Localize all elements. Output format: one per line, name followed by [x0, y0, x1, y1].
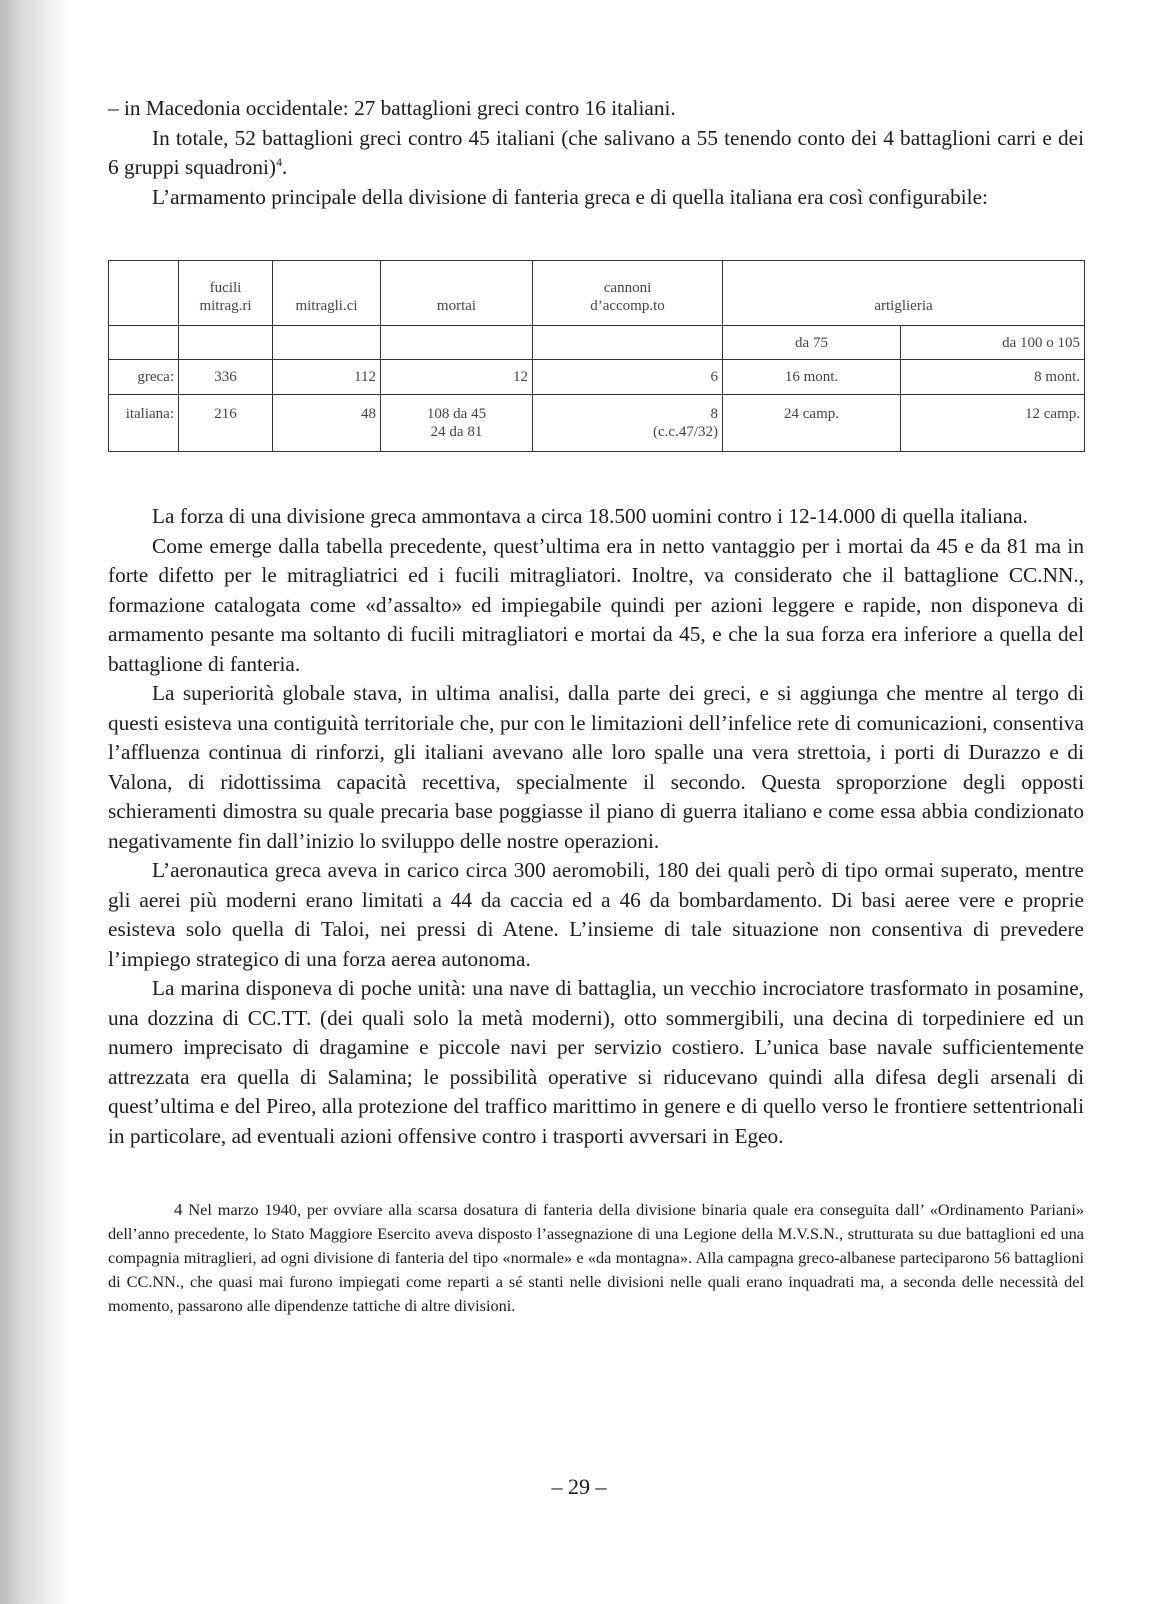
cell-mortai: 12 [381, 360, 533, 395]
footnote-text: Nel marzo 1940, per ovviare alla scarsa dosatura di fanteria della divisione binaria quale era conseguita dall’ «Ordinamento Pariani» dell’anno precedente, lo Stato Maggiore Esercito aveva disposto l’assegnazione di una Legione della M.V.S.N., strutturata su due battaglioni ed una compagnia mitraglieri, ad ogni divisione di fanteria del tipo «normale» e «da montagna». Alla campagna greco-albanese parteciparono 56 battaglioni di CC.NN., che quasi mai furono impiegati come reparti a sé stanti nelle divisioni nelle quali erano inquadrati ma, a seconda delle necessità del momento, passarono alle dipendenze tattiche di altre divisioni. [108, 1200, 1084, 1315]
paragraph-marina: La marina disponeva di poche unità: una nave di battaglia, un vecchio incrociatore trasformato in posamine, una dozzina di CC.TT. (dei quali solo la metà moderni), otto sommergibili, una decina di torpediniere ed un numero imprecisato di dragamine e piccole navi per servizio costiero. L’unica base navale sufficientemente attrezzata era quella di Salamina; le possibilità operative si riducevano quindi alla difesa degli arsenali di quest’ultima e del Pireo, alla protezione del traffico marittimo in genere e di quello verso le frontiere settentrionali in particolare, ad eventuali azioni offensive contro i trasporti avversari in Egeo. [108, 976, 1084, 1148]
paragraph-forza: La forza di una divisione greca ammontava a circa 18.500 uomini contro i 12-14.000 di quella italiana. [152, 504, 1028, 528]
page-content [108, 94, 1084, 1334]
cell-artiglieria-75: 24 camp. [723, 395, 901, 452]
subheader-da75: da 75 [723, 326, 901, 360]
footnote-number: 4 [174, 1200, 183, 1219]
paragraph-tabella: Come emerge dalla tabella precedente, quest’ultima era in netto vantaggio per i mortai da 45 e da 81 ma in forte difetto per le mitragliatrici ed i fucili mitragliatori. Inoltre, va considerato che il battaglione CC.NN., formazione catalogata come «d’assalto» ed impiegabile quindi per azioni leggere e rapide, non disponeva di armamento pesante ma soltanto di fucili mitragliatori e mortai da 45, e che la sua forza era inferiore a quella del battaglione di fanteria. [108, 533, 1084, 676]
header-artiglieria: artiglieria [723, 261, 1085, 326]
header-mortai: mortai [381, 261, 533, 326]
binding-shadow [0, 0, 70, 1604]
cell-artiglieria-100: 8 mont. [901, 360, 1085, 395]
row-label: greca: [109, 360, 179, 395]
cell-fucili: 216 [179, 395, 273, 452]
cell-cannoni: 8 (c.c.47/32) [533, 395, 723, 452]
cell-artiglieria-75: 16 mont. [723, 360, 901, 395]
cell-mortai: 108 da 45 24 da 81 [381, 395, 533, 452]
paragraph-superiorita: La superiorità globale stava, in ultima analisi, dalla parte dei greci, e si aggiunga che mentre al tergo di questi esisteva una contiguità territoriale che, pur con le limitazioni dell’infelice rete di comunicazioni, consentiva l’affluenza continua di rinforzi, gli italiani avevano alle loro spalle una vera strettoia, i porti di Durazzo e di Valona, di ridottissima capacità recettiva, specialmente il secondo. Questa sproporzione degli opposti schieramenti dimostra su quale precaria base poggiasse il piano di guerra italiano e come essa abbia condizionato negativamente fin dall’inizio lo sviluppo delle nostre operazioni. [108, 681, 1084, 853]
table-subheader-row [109, 326, 1085, 360]
paragraph-totale: In totale, 52 battaglioni greci contro 45 italiani (che salivano a 55 tenendo conto dei 4 battaglioni carri e dei 6 gruppi squadroni)$^4$. [108, 125, 1084, 179]
paragraph-armamento: L’armamento principale della divisione di fanteria greca e di quella italiana era così configurabile: [152, 184, 988, 209]
table-row-greca [109, 360, 1085, 395]
header-mitragliatrici: mitragli.ci [273, 261, 381, 326]
table-row-italiana [109, 395, 1085, 452]
cell-fucili: 336 [179, 360, 273, 395]
cell-mitragliatrici: 112 [273, 360, 381, 395]
footnote [108, 1198, 1084, 1318]
header-cannoni: cannoni d’accomp.to [533, 261, 723, 326]
armament-table [108, 260, 1085, 452]
row-label: italiana: [109, 395, 179, 452]
paragraph-macedonia: – in Macedonia occidentale: 27 battaglioni greci contro 16 italiani. [108, 96, 676, 120]
table-header-row [109, 261, 1085, 326]
header-fucili: fucili mitrag.ri [179, 261, 273, 326]
page-number: – 29 – [551, 1474, 607, 1499]
subheader-da100: da 100 o 105 [901, 326, 1085, 360]
cell-mitragliatrici: 48 [273, 395, 381, 452]
paragraph-aeronautica: L’aeronautica greca aveva in carico circa 300 aeromobili, 180 dei quali però di tipo ormai superato, mentre gli aerei più moderni erano limitati a 44 da caccia ed a 46 da bombardamento. Di basi aeree vere e proprie esisteva solo quella di Taloi, nei pressi di Atene. L’insieme di tale situazione non consentiva di prevedere l’impiego strategico di una forza aerea autonoma. [108, 858, 1084, 971]
cell-artiglieria-100: 12 camp. [901, 395, 1085, 452]
footnote-reference[interactable]: 4 [275, 154, 282, 169]
cell-cannoni: 6 [533, 360, 723, 395]
